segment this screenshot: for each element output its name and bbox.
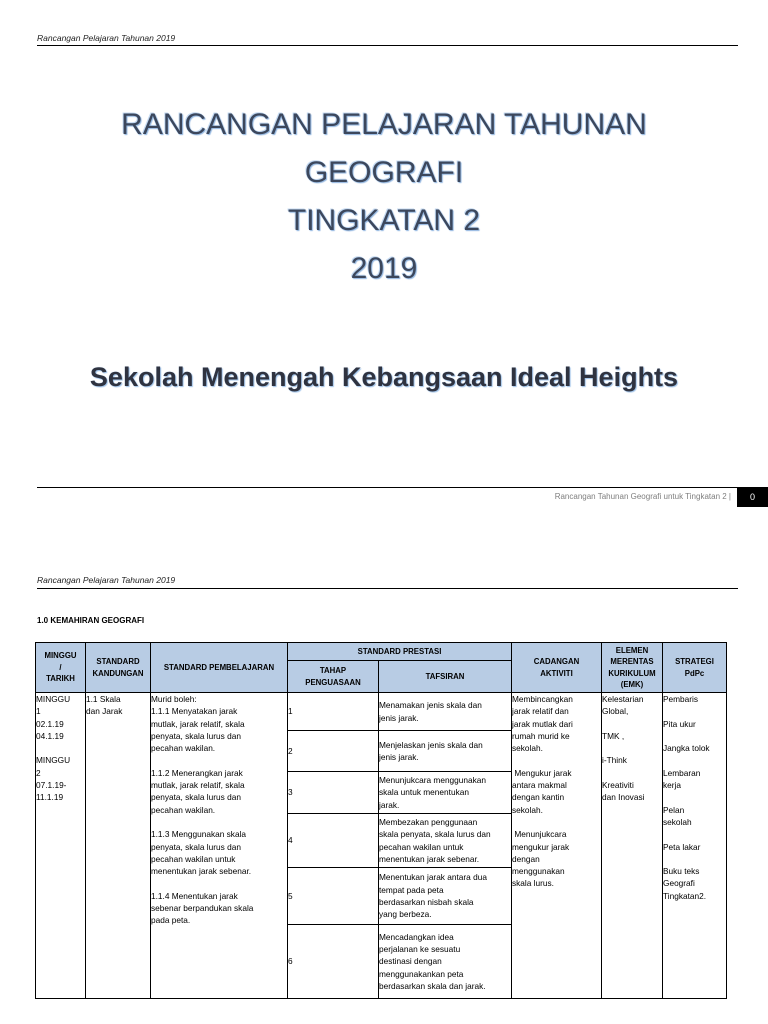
header-standard-prestasi: STANDARD PRESTASI: [288, 643, 512, 661]
header-rule: [37, 45, 738, 46]
cell-tafsiran-1: Menamakan jenis skala dan jenis jarak.: [379, 693, 512, 731]
lesson-plan-table: [35, 642, 727, 999]
cell-tafsiran-5: Menentukan jarak antara dua tempat pada peta berdasarkan nisbah skala yang berbeza.: [379, 868, 512, 925]
cell-cadangan-aktiviti: Membincangkan jarak relatif dan jarak mutlak dari rumah murid ke sekolah. Mengukur jarak antara makmal dengan kantin sekolah. Menunjukcara mengukur jarak dengan menggunakan skala lurus.: [512, 693, 602, 999]
cell-standard-pembelajaran: Murid boleh: 1.1.1 Menyatakan jarak mutlak, jarak relatif, skala penyata, skala lurus dan pecahan wakilan. 1.1.2 Menerangkan jarak mutlak, jarak relatif, skala penyata, skala lurus dan pecahan wakilan. 1.1.3 Menggunakan skala penyata, skala lurus dan pecahan wakilan untuk menentukan jarak sebenar. 1.1.4 Menentukan jarak sebenar berpandukan skala pada peta.: [151, 693, 288, 999]
footer-separator: |: [728, 492, 731, 501]
page-number: 0: [737, 487, 768, 507]
title-line-1: RANCANGAN PELAJARAN TAHUNAN: [121, 108, 647, 141]
cell-tafsiran-6: Mencadangkan idea perjalanan ke sesuatu destinasi dengan menggunakankan peta berdasarkan skala dan jarak.: [379, 925, 512, 999]
cell-tafsiran-3: Menunjukcara menggunakan skala untuk menentukan jarak.: [379, 772, 512, 814]
title-line-2: GEOGRAFI: [304, 156, 464, 189]
cell-tahap-6: 6: [288, 925, 379, 999]
running-header-page2: Rancangan Pelajaran Tahunan 2019: [37, 575, 176, 585]
section-title: 1.0 KEMAHIRAN GEOGRAFI: [37, 616, 145, 625]
cell-tahap-3: 3: [288, 772, 379, 814]
cell-tafsiran-2: Menjelaskan jenis skala dan jenis jarak.: [379, 731, 512, 772]
footer-text: Rancangan Tahunan Geografi untuk Tingkatan 2: [554, 492, 727, 501]
footer-rule: [37, 487, 738, 488]
header-tahap-penguasaan: TAHAP PENGUASAAN: [288, 661, 379, 693]
header-rule-page2: [37, 588, 738, 589]
cell-tahap-2: 2: [288, 731, 379, 772]
cell-standard-kandungan: 1.1 Skala dan Jarak: [86, 693, 151, 999]
cell-tahap-5: 5: [288, 868, 379, 925]
cell-tahap-4: 4: [288, 814, 379, 868]
header-cadangan-aktiviti: CADANGAN AKTIVITI: [512, 643, 602, 693]
table-row: [36, 693, 727, 731]
page-footer: [555, 492, 731, 502]
header-standard-kandungan: STANDARD KANDUNGAN: [86, 643, 151, 693]
school-name: Sekolah Menengah Kebangsaan Ideal Heights: [89, 362, 679, 392]
cell-tahap-1: 1: [288, 693, 379, 731]
title-line-3: TINGKATAN 2: [287, 204, 481, 237]
cell-strategi: Pembaris Pita ukur Jangka tolok Lembaran kerja Pelan sekolah Peta lakar Buku teks Geografi Tingkatan2.: [663, 693, 727, 999]
header-strategi: STRATEGI PdPc: [663, 643, 727, 693]
document-title: [0, 101, 768, 293]
title-line-4: 2019: [350, 252, 418, 285]
running-header: Rancangan Pelajaran Tahunan 2019: [37, 33, 176, 43]
header-standard-pembelajaran: STANDARD PEMBELAJARAN: [151, 643, 288, 693]
header-emk: ELEMEN MERENTAS KURIKULUM (EMK): [602, 643, 663, 693]
header-tafsiran: TAFSIRAN: [379, 661, 512, 693]
cell-minggu: MINGGU 1 02.1.19 04.1.19 MINGGU 2 07.1.19- 11.1.19: [36, 693, 86, 999]
cell-tafsiran-4: Membezakan penggunaan skala penyata, skala lurus dan pecahan wakilan untuk menentukan jarak sebenar.: [379, 814, 512, 868]
header-minggu-tarikh: MINGGU / TARIKH: [36, 643, 86, 693]
cell-emk: Kelestarian Global, TMK , i-Think Kreativiti dan Inovasi: [602, 693, 663, 999]
